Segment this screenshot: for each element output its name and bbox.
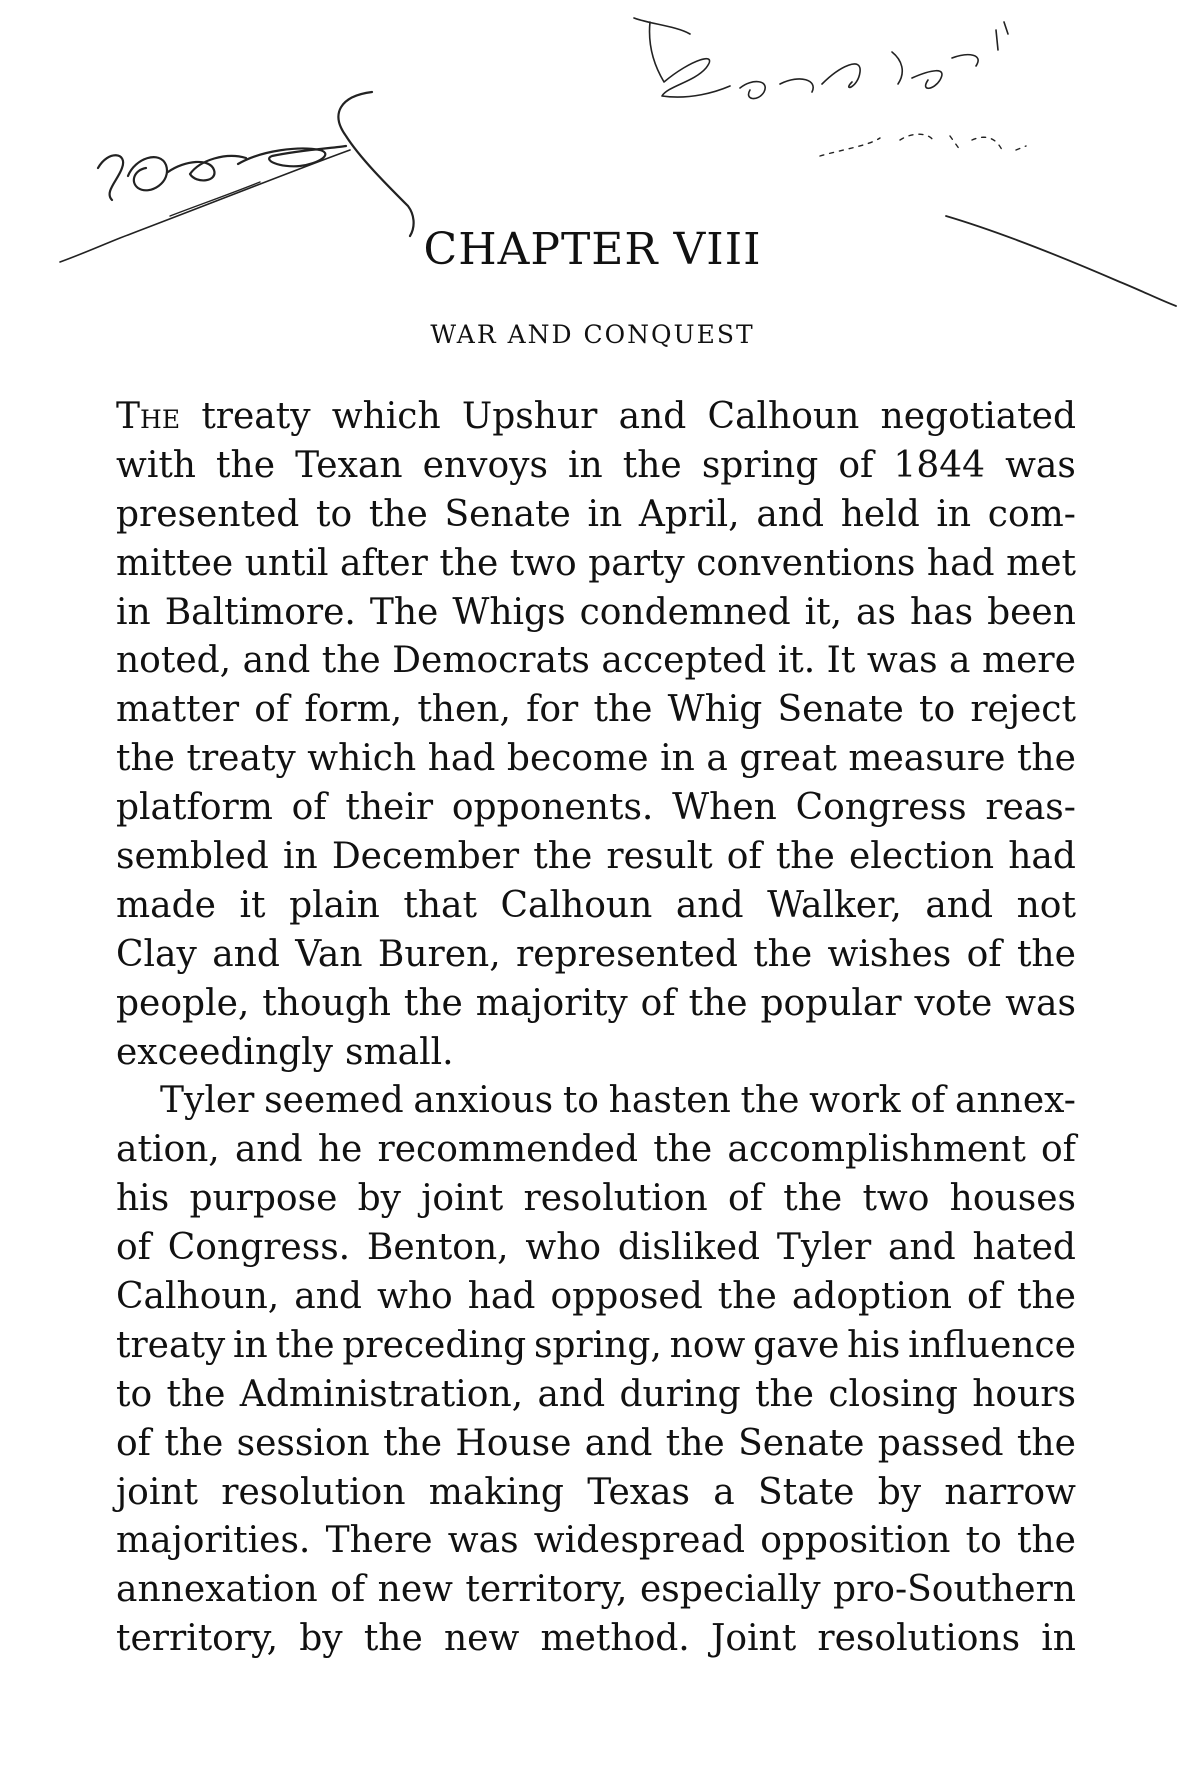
text-line: majorities. There was widespread opposition to the xyxy=(116,1520,1076,1562)
text-line: to the Administration, and during the closing hours xyxy=(116,1373,1076,1415)
left-scribble xyxy=(98,146,346,200)
text-line: his purpose by joint resolution of the two houses xyxy=(116,1178,1076,1220)
text-line: treaty in the preceding spring, now gave his influence xyxy=(116,1324,1076,1366)
body-text xyxy=(116,393,1076,1664)
text-line: The treaty which Upshur and Calhoun negotiated xyxy=(116,396,1076,437)
text-line: people, though the majority of the popular vote was xyxy=(116,982,1076,1024)
text-line: Tyler seemed anxious to hasten the work of annex- xyxy=(160,1080,1076,1122)
chapter-subtitle: WAR AND CONQUEST xyxy=(430,320,755,349)
text-line: exceedingly small. xyxy=(116,1031,454,1073)
text-line: ation, and he recommended the accomplishment of xyxy=(116,1129,1076,1171)
text-line: annexation of new territory, especially pro-Southern xyxy=(116,1569,1076,1611)
text-line: of Congress. Benton, who disliked Tyler and hated xyxy=(116,1227,1076,1269)
hook-stroke xyxy=(338,92,413,236)
text-line: territory, by the new method. Joint resolutions in xyxy=(116,1618,1076,1660)
text-line: in Baltimore. The Whigs condemned it, as has been xyxy=(116,591,1076,633)
text-line: joint resolution making Texas a State by narrow xyxy=(116,1471,1076,1513)
text-line: presented to the Senate in April, and held in com- xyxy=(116,493,1076,535)
text-line: Clay and Van Buren, represented the wishes of the xyxy=(116,933,1076,975)
text-line: made it plain that Calhoun and Walker, and not xyxy=(116,884,1076,926)
left-diagonal-2 xyxy=(170,182,260,216)
text-line: the treaty which had become in a great measure the xyxy=(116,738,1076,780)
text-line: of the session the House and the Senate passed the xyxy=(116,1422,1076,1464)
chapter-title: CHAPTER VIII xyxy=(423,224,762,275)
text-line: Calhoun, and who had opposed the adoption of the xyxy=(116,1276,1076,1318)
text-line: matter of form, then, for the Whig Senate to reject xyxy=(116,689,1076,731)
text-line: noted, and the Democrats accepted it. It was a mere xyxy=(116,640,1076,682)
text-line: with the Texan envoys in the spring of 1844 was xyxy=(116,444,1076,486)
text-line: mittee until after the two party conventions had met xyxy=(116,542,1076,584)
handwritten-annotations xyxy=(0,0,1185,360)
right-scribble xyxy=(634,18,1008,99)
text-line: platform of their opponents. When Congress reas- xyxy=(116,787,1076,829)
text-line: sembled in December the result of the election had xyxy=(116,836,1076,878)
right-scribble-2 xyxy=(820,134,1026,156)
